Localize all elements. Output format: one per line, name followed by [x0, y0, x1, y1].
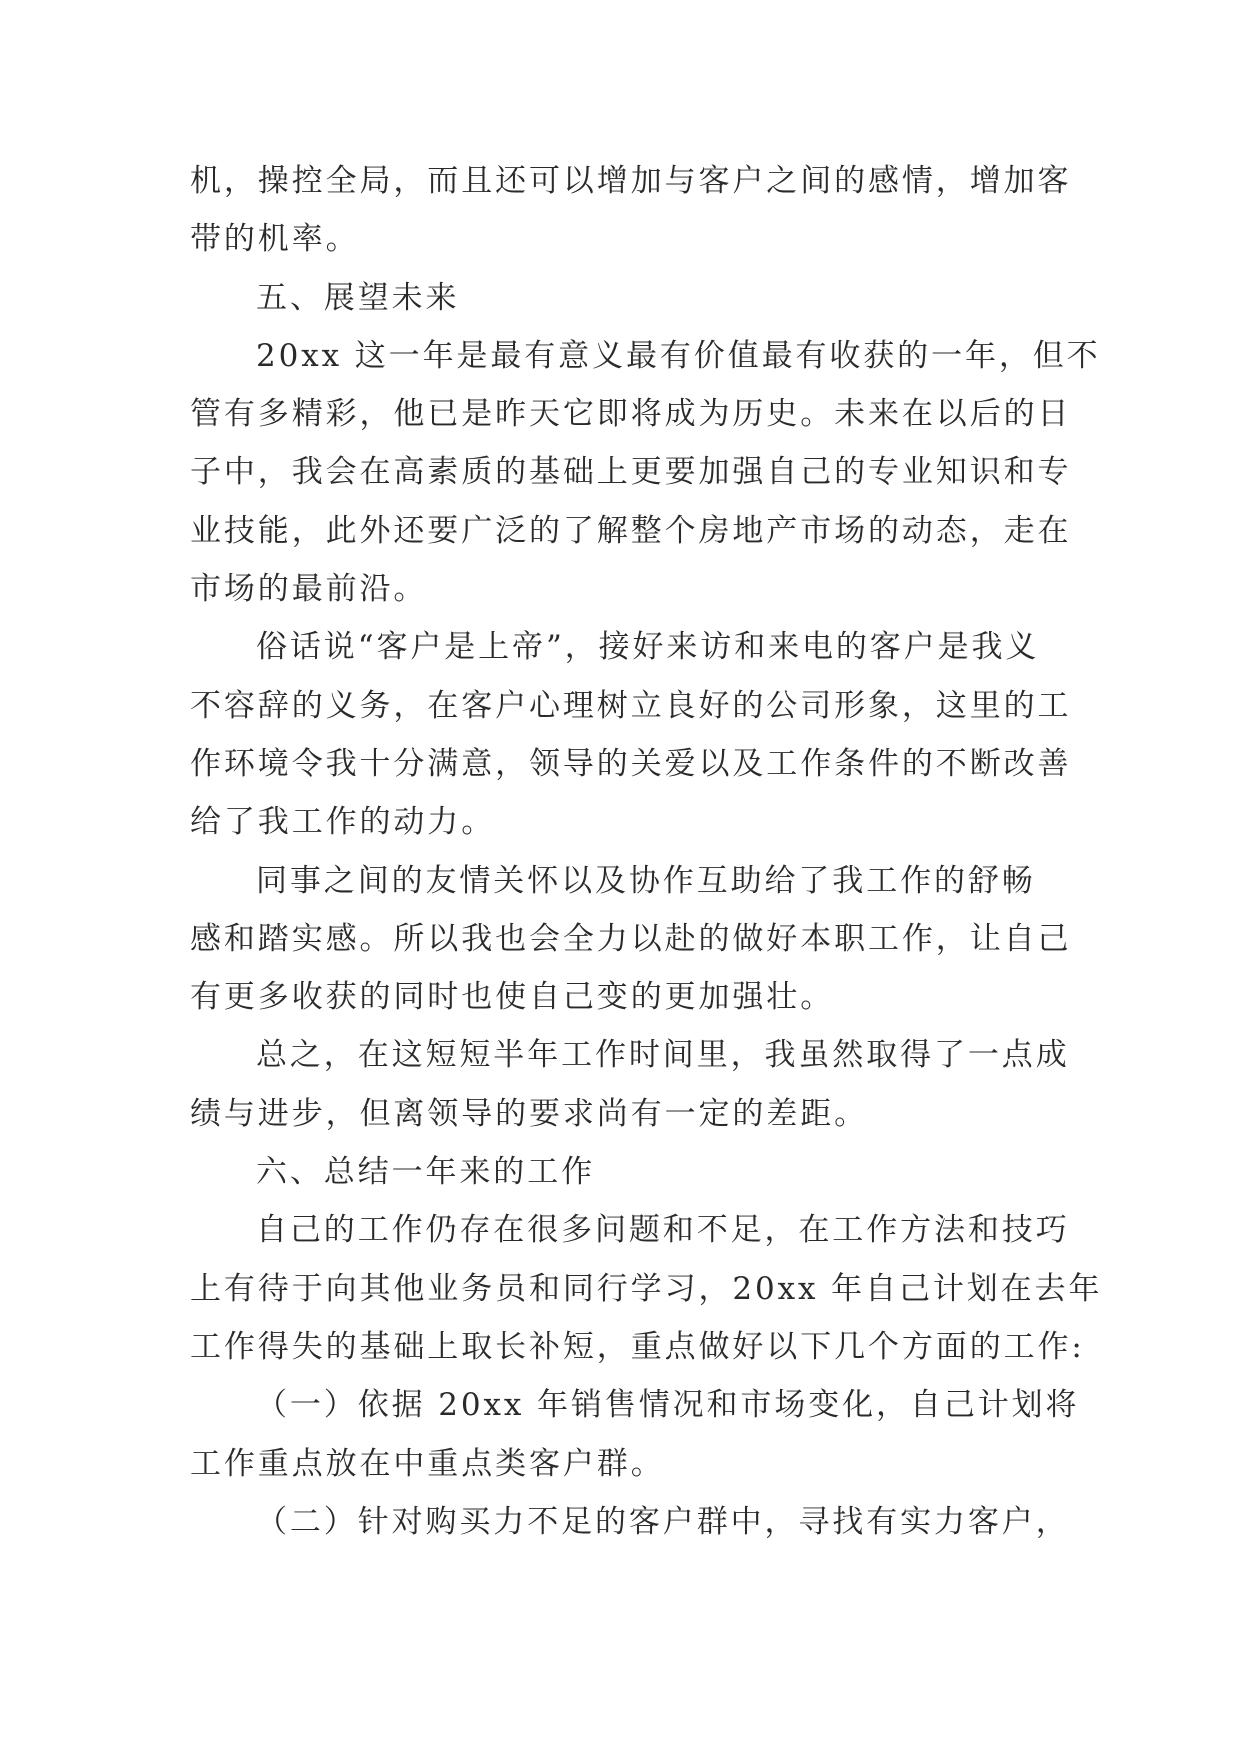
paragraph-customer-is-god — [190, 618, 1072, 851]
text-line: 带的机率。 — [190, 221, 360, 258]
text-line: 市场的最前沿。 — [190, 571, 428, 608]
section-heading-outlook — [190, 269, 1050, 327]
text-line: 有更多收获的同时也使自己变的更加强壮。 — [190, 979, 835, 1016]
text-line: 20xx 这一年是最有意义最有价值最有收获的一年，但不 — [256, 337, 1101, 374]
text-line: 管有多精彩，他已是昨天它即将成为历史。未来在以后的日 — [190, 396, 1072, 433]
text-line: 子中，我会在高素质的基础上更要加强自己的专业知识和专 — [190, 454, 1072, 491]
paragraph-year-summary — [190, 327, 1101, 618]
text-line: （一）依据 20xx 年销售情况和市场变化，自己计划将 — [256, 1387, 1080, 1424]
text-line: 工作得失的基础上取长补短，重点做好以下几个方面的工作: — [190, 1328, 1085, 1365]
text-line: 给了我工作的动力。 — [190, 804, 496, 841]
text-line: 作环境令我十分满意，领导的关爱以及工作条件的不断改善 — [190, 745, 1072, 782]
text-line: 机，操控全局，而且还可以增加与客户之间的感情，增加客 — [190, 163, 1072, 199]
text-line: 不容辞的义务，在客户心理树立良好的公司形象，这里的工 — [190, 687, 1072, 724]
text-line: 感和踏实感。所以我也会全力以赴的做好本职工作，让自己 — [190, 920, 1072, 957]
heading-text: 六、总结一年来的工作 — [256, 1154, 595, 1191]
paragraph-continuation — [190, 152, 1072, 269]
paragraph-plan-item-1 — [190, 1376, 1080, 1493]
text-line: 自己的工作仍存在很多问题和不足，在工作方法和技巧 — [256, 1212, 1070, 1249]
paragraph-colleagues — [190, 852, 1072, 1027]
text-line: 同事之间的友情关怀以及协作互助给了我工作的舒畅 — [256, 862, 1036, 899]
paragraph-in-short — [190, 1026, 1070, 1143]
text-line: 总之，在这短短半年工作时间里，我虽然取得了一点成 — [256, 1037, 1070, 1074]
text-line: 绩与进步，但离领导的要求尚有一定的差距。 — [190, 1095, 868, 1132]
text-line: 工作重点放在中重点类客户群。 — [190, 1445, 665, 1482]
text-line: 上有待于向其他业务员和同行学习，20xx 年自己计划在去年 — [190, 1270, 1103, 1307]
section-heading-year-review — [190, 1143, 1050, 1201]
document-body — [190, 152, 1103, 1551]
text-line: 业技能，此外还要广泛的了解整个房地产市场的动态，走在 — [190, 512, 1072, 549]
text-line: （二）针对购买力不足的客户群中，寻找有实力客户， — [256, 1503, 1070, 1540]
paragraph-plan-item-2 — [190, 1493, 1070, 1551]
heading-text: 五、展望未来 — [256, 279, 460, 316]
text-line: 俗话说“客户是上帝”，接好来访和来电的客户是我义 — [256, 629, 1040, 666]
paragraph-shortcomings — [190, 1201, 1103, 1376]
